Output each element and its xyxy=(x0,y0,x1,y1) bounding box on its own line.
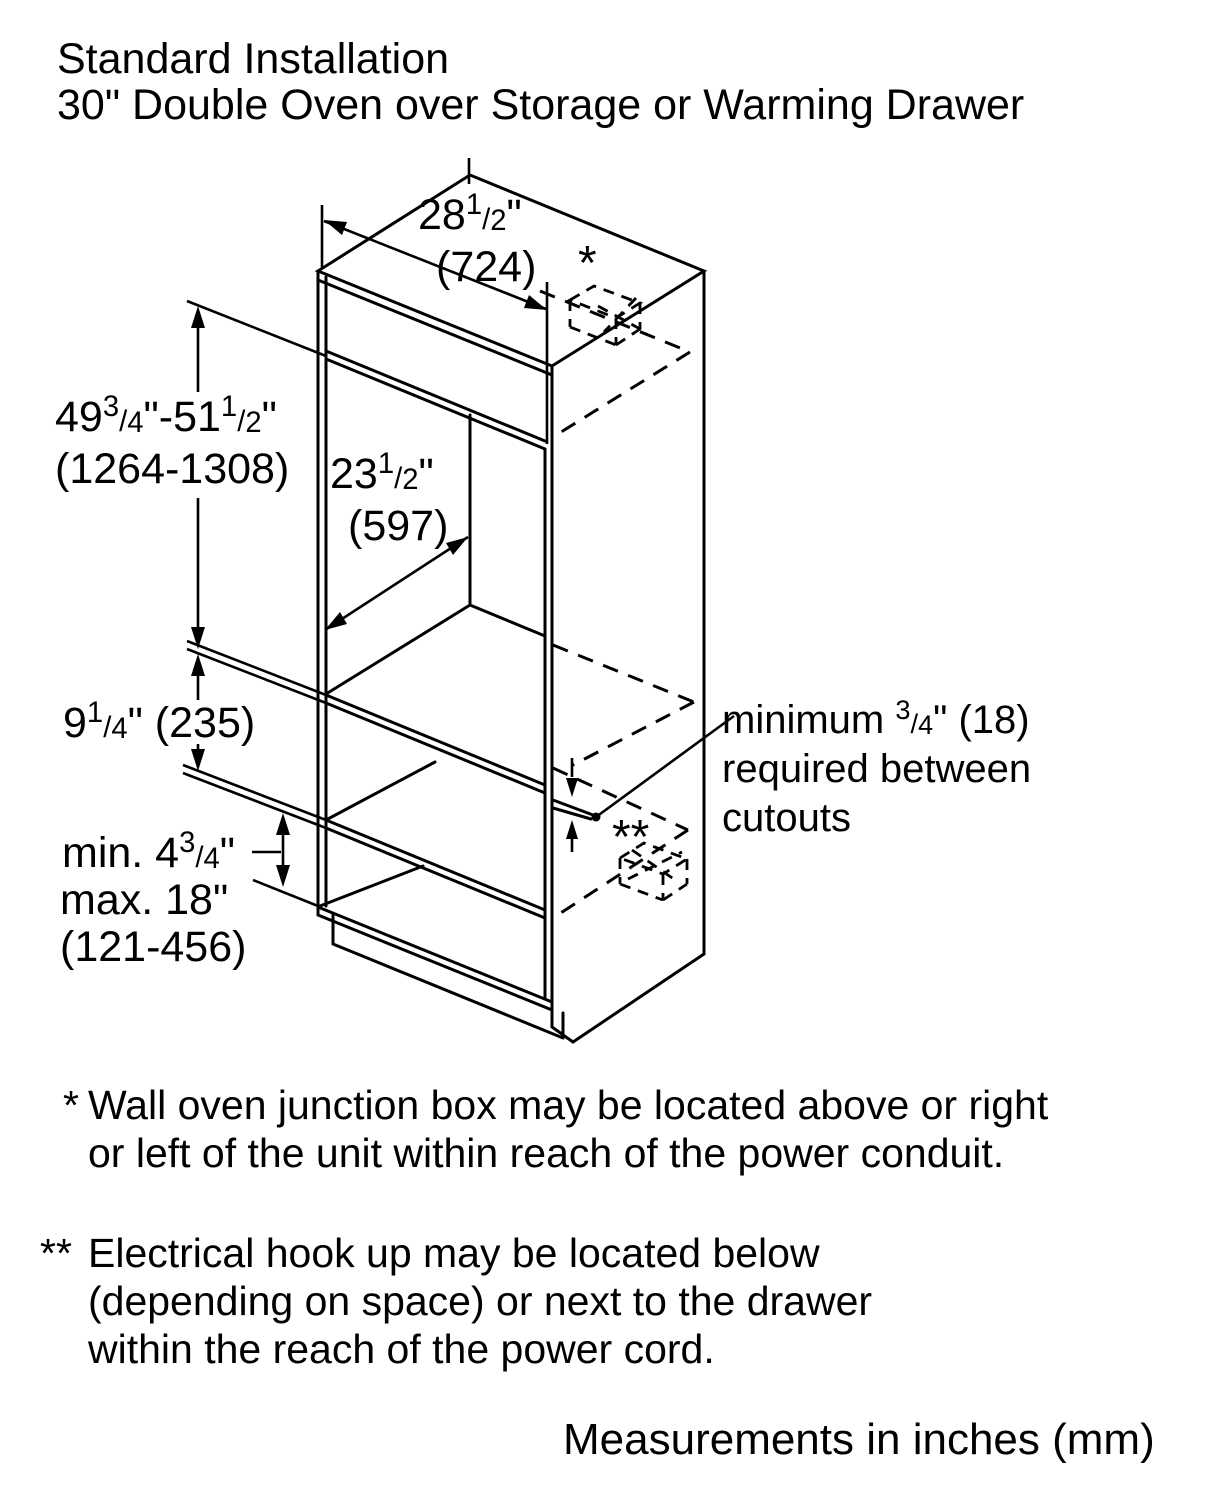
drawer-bottom-ext-pair xyxy=(183,765,326,828)
units-footer: Measurements in inches (mm) xyxy=(563,1415,1155,1464)
bottom-ext-line xyxy=(253,880,318,906)
cutout-width-label: 281/2" xyxy=(418,189,522,239)
cutout-height-label: 493/4"-511/2" xyxy=(55,391,277,441)
cutout-depth-label: 231/2" xyxy=(330,448,434,498)
drawer-bottom-front-edge xyxy=(326,820,545,918)
gap-leader-line xyxy=(596,716,734,817)
divider-back-edge-dashed xyxy=(553,645,694,702)
note1-asterisk: * xyxy=(63,1082,79,1128)
note-electrical-line3: within the reach of the power cord. xyxy=(88,1326,715,1372)
gap-note-line1: minimum 3/4" (18) xyxy=(722,694,1030,742)
gap-leader-dot xyxy=(592,813,601,822)
page-subtitle: 30" Double Oven over Storage or Warming Drawer xyxy=(57,81,1025,129)
cutout-height-mm: (1264-1308) xyxy=(55,445,290,493)
depth-dim-line xyxy=(325,537,468,630)
divider-right-stub xyxy=(553,800,593,819)
side-panel-bottom xyxy=(552,954,704,1042)
cutout-width-mm: (724) xyxy=(436,243,537,291)
note-electrical-line2: (depending on space) or next to the drawer xyxy=(88,1278,873,1324)
height-ext-top xyxy=(187,301,326,356)
note1-text1: Wall oven junction box may be located above or right xyxy=(88,1082,1049,1128)
note-electrical-line1 xyxy=(40,1231,820,1275)
bottom-cavity-interior-seam xyxy=(320,866,423,906)
toe-kick xyxy=(333,915,563,1038)
drawer-cutout-label: 91/4" (235) xyxy=(63,697,256,747)
divider-front-edge xyxy=(326,695,545,793)
cutout-depth-mm: (597) xyxy=(348,502,449,550)
cabinet-bottom-front-edge xyxy=(318,907,552,1010)
gap-note-line2: required between xyxy=(722,747,1032,791)
note2-asterisks: ** xyxy=(40,1230,72,1276)
page-title: Standard Installation xyxy=(57,35,450,83)
note-junction-line1 xyxy=(63,1083,1048,1127)
divider-ext-pair xyxy=(187,641,326,703)
bottom-max-label: max. 18" xyxy=(60,876,229,924)
oven-ceiling-right-edge-dashed xyxy=(553,352,690,437)
junction-box-marker: * xyxy=(578,237,597,290)
bottom-mm-label: (121-456) xyxy=(60,923,247,971)
divider-right-edge-dashed xyxy=(573,702,694,765)
drawer-cavity-interior-seam xyxy=(326,762,435,820)
note-junction-line2: or left of the unit within reach of the power conduit. xyxy=(88,1130,1005,1176)
bottom-min-label: min. 43/4" xyxy=(62,827,236,877)
note2-text1: Electrical hook up may be located below xyxy=(88,1230,820,1276)
cabinet-outline xyxy=(318,175,704,1042)
gap-note-line3: cutouts xyxy=(722,796,851,840)
electrical-hookup-marker: ** xyxy=(612,811,650,864)
oven-opening-top-edge xyxy=(326,351,545,449)
